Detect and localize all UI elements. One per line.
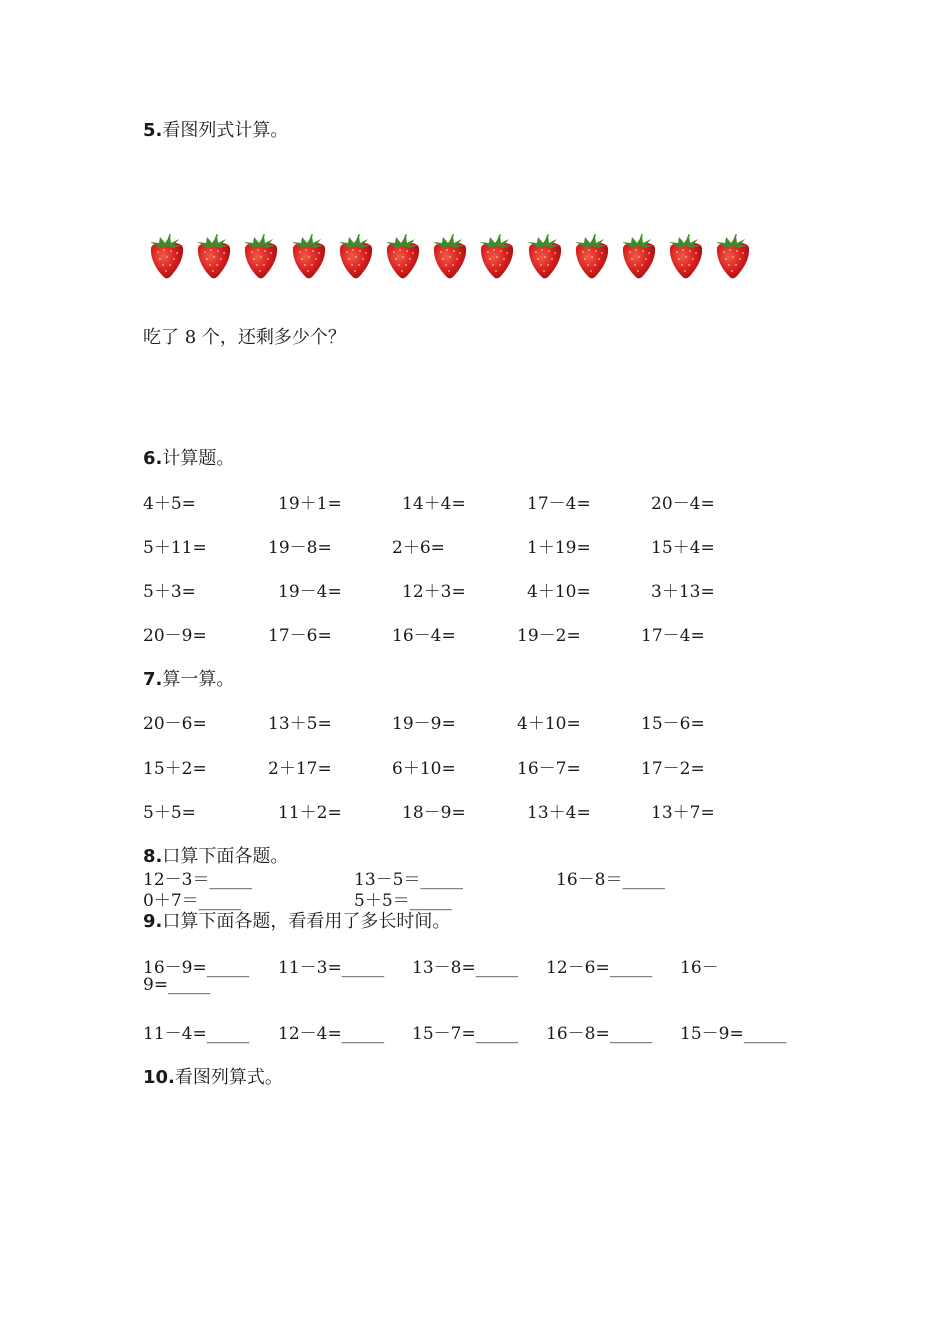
q7-r1c1: 20－6= xyxy=(143,714,207,734)
q9-r1c5: 16－ xyxy=(680,958,719,978)
q8-item-2: 13－5＝_____ xyxy=(354,870,463,890)
q6-r4c1: 20－9= xyxy=(143,626,207,646)
q6-r2c1: 5＋11= xyxy=(143,538,207,558)
strawberry-icon xyxy=(524,234,566,280)
q9-r1c2: 11－3=_____ xyxy=(278,958,385,978)
q6-r1c4: 17－4= xyxy=(527,494,591,514)
q7-r3c3: 18－9= xyxy=(402,803,466,823)
q9-r2c4: 16－8=_____ xyxy=(546,1024,653,1044)
q8-item-5: 5＋5＝_____ xyxy=(354,891,453,911)
q8-title-text: 口算下面各题。 xyxy=(162,846,289,867)
q6-r1c3: 14＋4= xyxy=(402,494,466,514)
q9-r2c5: 15－9=_____ xyxy=(680,1024,787,1044)
q9-r2c2: 12－4=_____ xyxy=(278,1024,385,1044)
q7-r1c3: 19－9= xyxy=(392,714,456,734)
q7-r2c4: 16－7= xyxy=(517,759,581,779)
q9-r2c3: 15－7=_____ xyxy=(412,1024,519,1044)
q7-r3c2: 11＋2= xyxy=(278,803,342,823)
q7-r3c5: 13＋7= xyxy=(651,803,715,823)
strawberry-icon xyxy=(712,234,754,280)
q9-title xyxy=(143,907,450,933)
q10-number: 10. xyxy=(143,1067,175,1088)
strawberry-icon xyxy=(665,234,707,280)
strawberry-icon xyxy=(571,234,613,280)
q6-title xyxy=(143,444,234,470)
strawberry-icon xyxy=(193,234,235,280)
q9-number: 9. xyxy=(143,911,163,932)
q6-r4c3: 16－4= xyxy=(392,626,456,646)
q6-r1c5: 20－4= xyxy=(651,494,715,514)
q6-number: 6. xyxy=(143,448,163,469)
strawberry-icon xyxy=(429,234,471,280)
q9-r1c3: 13－8=_____ xyxy=(412,958,519,978)
q5-title-text: 看图列式计算。 xyxy=(162,120,289,141)
strawberry-icon xyxy=(335,234,377,280)
q5-title xyxy=(143,116,288,142)
q8-item-1: 12－3＝_____ xyxy=(143,870,252,890)
q10-title-text: 看图列算式。 xyxy=(174,1067,283,1088)
q6-r2c5: 15＋4= xyxy=(651,538,715,558)
q6-r2c2: 19－8= xyxy=(268,538,332,558)
q7-r3c1: 5＋5= xyxy=(143,803,196,823)
q10-title xyxy=(143,1063,283,1089)
strawberry-icon xyxy=(288,234,330,280)
strawberry-icon xyxy=(146,234,188,280)
q7-r2c2: 2＋17= xyxy=(268,759,332,779)
q7-number: 7. xyxy=(143,669,163,690)
q8-item-4: 0＋7＝_____ xyxy=(143,891,242,911)
strawberry-icon xyxy=(240,234,282,280)
q6-r1c1: 4＋5= xyxy=(143,494,196,514)
q9-r2c1: 11－4=_____ xyxy=(143,1024,250,1044)
q6-r4c4: 19－2= xyxy=(517,626,581,646)
q9-r1c5-wrap: 9=_____ xyxy=(143,975,211,995)
q7-r1c2: 13＋5= xyxy=(268,714,332,734)
q6-r1c2: 19＋1= xyxy=(278,494,342,514)
q7-r2c3: 6＋10= xyxy=(392,759,456,779)
q8-number: 8. xyxy=(143,846,163,867)
q6-r2c3: 2＋6= xyxy=(392,538,445,558)
q7-r3c4: 13＋4= xyxy=(527,803,591,823)
q5-question: 吃了 8 个，还剩多少个？ xyxy=(143,327,346,348)
q9-r1c4: 12－6=_____ xyxy=(546,958,653,978)
strawberry-icon xyxy=(618,234,660,280)
q6-r3c1: 5＋3= xyxy=(143,582,196,602)
strawberry-icon xyxy=(476,234,518,280)
q7-title-text: 算一算。 xyxy=(162,669,235,690)
q7-r2c5: 17－2= xyxy=(641,759,705,779)
q6-r3c3: 12＋3= xyxy=(402,582,466,602)
q7-r1c4: 4＋10= xyxy=(517,714,581,734)
q7-r1c5: 15－6= xyxy=(641,714,705,734)
q6-r3c4: 4＋10= xyxy=(527,582,591,602)
q9-title-text: 口算下面各题，看看用了多长时间。 xyxy=(162,911,451,932)
q7-r2c1: 15＋2= xyxy=(143,759,207,779)
q8-item-3: 16－8＝_____ xyxy=(556,870,665,890)
q6-r4c2: 17－6= xyxy=(268,626,332,646)
q5-number: 5. xyxy=(143,120,163,141)
q6-r3c5: 3＋13= xyxy=(651,582,715,602)
q6-r3c2: 19－4= xyxy=(278,582,342,602)
q7-title xyxy=(143,665,234,691)
q9-r1c1: 16－9=_____ xyxy=(143,958,250,978)
strawberry-icon xyxy=(382,234,424,280)
q6-title-text: 计算题。 xyxy=(162,448,235,469)
q6-r4c5: 17－4= xyxy=(641,626,705,646)
q6-r2c4: 1＋19= xyxy=(527,538,591,558)
